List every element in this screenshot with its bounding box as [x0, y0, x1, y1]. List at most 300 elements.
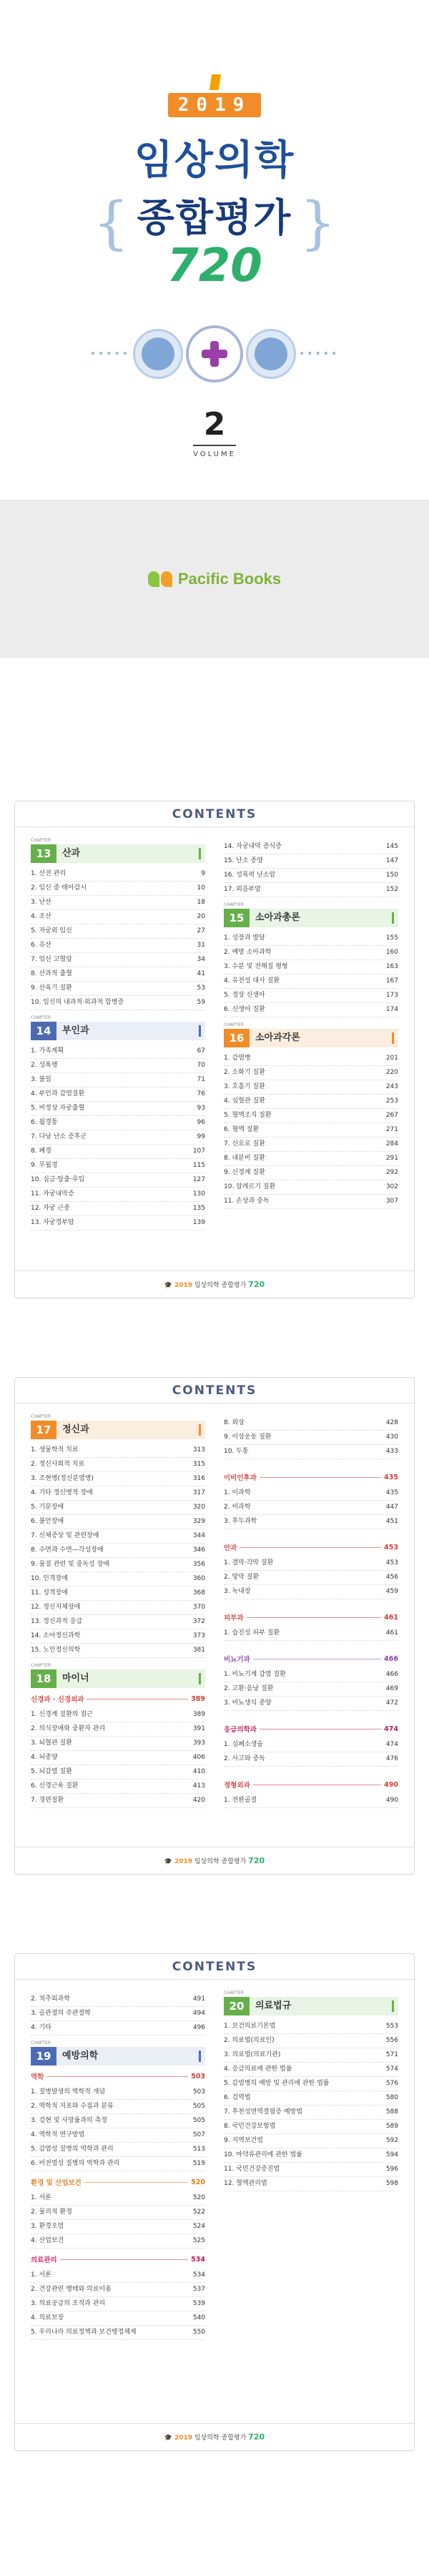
- toc-entry-page: 329: [192, 1518, 205, 1525]
- toc-entry-page: 34: [197, 956, 205, 963]
- cover-year: 2019: [177, 94, 252, 116]
- chapter-number: CHAPTER 16: [224, 1029, 250, 1047]
- toc-entry-page: 456: [385, 1574, 398, 1581]
- toc-entry: [31, 1444, 205, 1458]
- toc-entry: [31, 2283, 205, 2297]
- spacer: [224, 1599, 398, 1607]
- footer-cap-icon: 🎓: [164, 2434, 174, 2442]
- chapter-header: [224, 1029, 398, 1047]
- toc-entry-title: 6. 혈액 질환: [224, 1126, 260, 1133]
- toc-section-title: 비뇨기과: [224, 1656, 250, 1664]
- toc-entry: [224, 1501, 398, 1515]
- toc-entry: [224, 1416, 398, 1431]
- toc-entry-title: 14. 자궁내막 증식증: [224, 843, 282, 850]
- toc-entry: [31, 1737, 205, 1751]
- toc-entry-title: 1. 이과학: [224, 1489, 251, 1496]
- dots-icon: •••••: [89, 348, 130, 360]
- toc-entry: [31, 2086, 205, 2100]
- toc-entry-title: 9. 이상운동 질환: [224, 1433, 272, 1441]
- doctor-photo-icon: [133, 329, 183, 379]
- footer-year: 2019: [174, 2434, 192, 2442]
- contents-page: [14, 1953, 415, 2451]
- contents-page: [14, 1377, 415, 1875]
- toc-entry: [224, 2063, 398, 2077]
- toc-entry-page: 524: [192, 2223, 205, 2230]
- contents-page: [14, 801, 415, 1298]
- toc-section-title: 피부과: [224, 1614, 244, 1622]
- toc-section-header: [31, 2176, 205, 2188]
- chapter-number: CHAPTER 19: [31, 2047, 56, 2066]
- toc-entry: [224, 1627, 398, 1641]
- toc-entry: [31, 1794, 205, 1808]
- toc-entry-title: 2. 성폭행: [31, 1062, 58, 1069]
- toc-entry-page: 490: [385, 1797, 398, 1804]
- toc-entry-title: 2. 소화기 질환: [224, 1069, 265, 1076]
- toc-entry-title: 2. 의식장애와 중환자 관리: [31, 1725, 106, 1732]
- toc-entry: [224, 2120, 398, 2134]
- toc-entry: [31, 1188, 205, 1202]
- toc-section-rule: [46, 2076, 188, 2077]
- toc-entry: [31, 967, 205, 982]
- toc-entry-page: 534: [192, 2271, 205, 2279]
- toc-entry: [31, 1102, 205, 1116]
- spacer: [0, 658, 429, 801]
- footer-text: 임상의학 종합평가: [194, 1858, 247, 1865]
- toc-entry-title: 1. 보건의료기본법: [224, 2023, 276, 2030]
- toc-entry: [224, 1123, 398, 1138]
- toc-entry-page: 372: [192, 1618, 205, 1625]
- toc-entry-page: 370: [192, 1604, 205, 1611]
- toc-entry-title: 6. 검역법: [224, 2094, 251, 2101]
- toc-entry-page: 406: [192, 1754, 205, 1761]
- toc-entry-title: 3. 후두과학: [224, 1518, 257, 1525]
- spacer: [14, 2451, 415, 2558]
- toc-entry-title: 5. 비정상 자궁출혈: [31, 1105, 85, 1112]
- publisher-band: [0, 500, 429, 658]
- toc-entry: [224, 1066, 398, 1080]
- toc-entry-page: 410: [192, 1768, 205, 1775]
- toc-entry-title: 12. 혈액관리법: [224, 2180, 267, 2187]
- toc-entry-title: 9. 무월경: [31, 1162, 58, 1169]
- toc-section-rule: [240, 1547, 381, 1548]
- toc-entry-title: 13. 자궁경부암: [31, 1219, 74, 1226]
- toc-entry-title: 8. 폐경: [31, 1148, 51, 1155]
- dots-icon: •••••: [299, 348, 340, 360]
- toc-entry-page: 550: [192, 2329, 205, 2336]
- toc-entry-page: 135: [192, 1205, 205, 1212]
- toc-entry-page: 594: [385, 2151, 398, 2158]
- toc-entry-title: 2. 물리적 환경: [31, 2209, 72, 2216]
- toc-entry-page: 596: [385, 2166, 398, 2173]
- toc-entry: [224, 2106, 398, 2120]
- toc-entry: [31, 1544, 205, 1558]
- toc-entry: [31, 2297, 205, 2311]
- chapter-header: [31, 2047, 205, 2066]
- toc-entry-title: 4. 부인과 감염질환: [31, 1090, 85, 1097]
- toc-entry-page: 525: [192, 2237, 205, 2244]
- toc-entry-page: 576: [385, 2080, 398, 2087]
- toc-entry-page: 107: [192, 1148, 205, 1155]
- toc-entry-title: 1. 전완골절: [224, 1797, 257, 1804]
- toc-entry-page: 592: [385, 2137, 398, 2144]
- toc-entry: [31, 1515, 205, 1529]
- toc-entry-page: 27: [197, 927, 205, 934]
- toc-entry: [224, 2020, 398, 2034]
- toc-section-title: 신경과 · 신경외과: [31, 1696, 84, 1704]
- toc-entry: [31, 953, 205, 967]
- spacer: [31, 1658, 205, 1665]
- toc-entry: [31, 1708, 205, 1722]
- toc-entry: [224, 1195, 398, 1209]
- chapter-title: 정신과: [62, 1424, 89, 1435]
- toc-section-header: [31, 1692, 205, 1705]
- toc-section-title: 이비인후과: [224, 1474, 257, 1482]
- toc-entry: [224, 1486, 398, 1501]
- toc-entry: [31, 1644, 205, 1658]
- toc-entry-title: 3. 뇌혈관 질환: [31, 1739, 72, 1747]
- toc-entry: [224, 1445, 398, 1459]
- toc-entry: [31, 1572, 205, 1586]
- volume-label: VOLUME: [193, 450, 236, 458]
- toc-entry: [224, 1431, 398, 1445]
- contents-pages: [0, 801, 429, 2558]
- toc-entry-page: 522: [192, 2209, 205, 2216]
- toc-entry: [224, 883, 398, 897]
- chapter-header: [31, 844, 205, 863]
- cover-title-line3: 720: [167, 240, 262, 292]
- chapter-title: 부인과: [62, 1025, 89, 1036]
- toc-entry: [31, 1145, 205, 1159]
- toc-entry-page: 67: [197, 1047, 205, 1055]
- chapter-number: CHAPTER 17: [31, 1421, 56, 1439]
- toc-entry-title: 4. 심혈관 질환: [224, 1097, 265, 1105]
- toc-entry-title: 12. 정신지체장애: [31, 1604, 81, 1611]
- footer-year: 2019: [174, 1282, 192, 1289]
- chapter-header: [31, 1022, 205, 1040]
- toc-entry: [31, 882, 205, 896]
- spacer: [224, 897, 398, 904]
- toc-entry-page: 59: [197, 999, 205, 1006]
- chapter-number: CHAPTER 20: [224, 1997, 250, 2015]
- toc-entry-page: 513: [192, 2146, 205, 2153]
- toc-entry: [224, 1138, 398, 1152]
- toc-entry-page: 167: [385, 977, 398, 984]
- toc-entry-title: 10. 마약류관리에 관한 법률: [224, 2151, 302, 2158]
- toc-entry-page: 373: [192, 1632, 205, 1639]
- toc-entry: [224, 1668, 398, 1682]
- toc-entry: [31, 2021, 205, 2035]
- toc-entry-page: 139: [192, 1219, 205, 1226]
- toc-entry: [31, 2220, 205, 2234]
- toc-section-title: 정형외과: [224, 1782, 250, 1790]
- toc-entry: [224, 1080, 398, 1095]
- toc-entry: [224, 2034, 398, 2048]
- chapter-title: 소아과총론: [255, 912, 300, 923]
- toc-entry-page: 491: [192, 1995, 205, 2003]
- spacer: [224, 1209, 398, 1216]
- toc-entry: [31, 1045, 205, 1059]
- toc-section-rule: [84, 2182, 188, 2183]
- toc-entry: [31, 1087, 205, 1102]
- toc-entry-page: 381: [192, 1647, 205, 1654]
- toc-entry-page: 451: [385, 1518, 398, 1525]
- toc-entry-page: 368: [192, 1589, 205, 1597]
- toc-entry: [31, 1586, 205, 1601]
- toc-entry-page: 556: [385, 2037, 398, 2044]
- right-brace-icon: }: [300, 189, 336, 256]
- toc-section-title: 의료관리: [31, 2256, 57, 2264]
- toc-entry-page: 253: [385, 1097, 398, 1105]
- toc-entry: [31, 982, 205, 996]
- page-footer: [15, 2423, 414, 2450]
- toc-entry-page: 505: [192, 2103, 205, 2110]
- toc-entry-title: 1. 생물학적 치료: [31, 1446, 79, 1454]
- toc-entry: [224, 2163, 398, 2177]
- toc-section-page: 461: [384, 1613, 398, 1622]
- toc-entry: [224, 2148, 398, 2163]
- toc-entry-page: 70: [197, 1062, 205, 1069]
- footer-num: 720: [248, 1280, 265, 1289]
- toc-entry-title: 10. 심금·탈출·루입: [31, 1176, 85, 1183]
- toc-entry-title: 2. 고환·음낭 질환: [224, 1685, 274, 1692]
- cover-title-line2: 종합평가: [137, 195, 292, 240]
- toc-entry-title: 8. 산과적 출혈: [31, 970, 72, 977]
- left-brace-icon: {: [93, 189, 129, 256]
- toc-entry-title: 6. 불안장애: [31, 1518, 64, 1525]
- toc-entry: [31, 910, 205, 924]
- toc-entry-title: 4. 역학적 연구방법: [31, 2131, 85, 2138]
- toc-entry-page: 18: [197, 899, 205, 906]
- toc-entry-title: 10. 인격장애: [31, 1575, 68, 1582]
- toc-entry-page: 291: [385, 1155, 398, 1162]
- toc-entry: [31, 924, 205, 939]
- toc-entry: [224, 1571, 398, 1585]
- toc-entry: [31, 1116, 205, 1130]
- spacer: [31, 2035, 205, 2043]
- toc-entry-title: 3. 녹내장: [224, 1588, 251, 1595]
- toc-entry: [31, 2234, 205, 2249]
- toc-entry-title: 1. 산전 관리: [31, 870, 66, 877]
- spacer: [31, 1808, 205, 1815]
- toc-entry-page: 503: [192, 2088, 205, 2096]
- toc-entry: [224, 1003, 398, 1017]
- toc-entry-page: 315: [192, 1461, 205, 1468]
- toc-entry-title: 15. 난소 종양: [224, 857, 263, 864]
- toc-entry: [224, 1109, 398, 1123]
- chapter-title: 예방의학: [62, 2051, 99, 2061]
- volume-number: 2: [203, 406, 226, 443]
- toc-entry-title: 8. 외상: [224, 1419, 245, 1426]
- toc-entry-page: 201: [385, 1055, 398, 1062]
- toc-entry: [31, 2007, 205, 2021]
- chapter-title: 소아과각론: [255, 1032, 300, 1043]
- chapter-number: CHAPTER 15: [224, 909, 250, 927]
- toc-entry-page: 267: [385, 1112, 398, 1119]
- toc-entry: [224, 1052, 398, 1066]
- toc-entry: [31, 1159, 205, 1173]
- toc-entry-page: 346: [192, 1546, 205, 1554]
- toc-entry: [31, 2114, 205, 2128]
- toc-entry-page: 589: [385, 2123, 398, 2130]
- toc-entry-page: 115: [192, 1162, 205, 1169]
- toc-entry-title: 7. 경련질환: [31, 1797, 64, 1804]
- contents-columns: [15, 827, 414, 1270]
- toc-entry: [31, 1780, 205, 1794]
- toc-entry-page: 292: [385, 1169, 398, 1176]
- publisher-name: Pacific Books: [177, 570, 282, 588]
- footer-cap-icon: 🎓: [164, 1858, 174, 1865]
- spacer: [31, 1010, 205, 1017]
- toc-entry: [31, 1073, 205, 1087]
- toc-entry-page: 155: [385, 934, 398, 942]
- toc-entry-title: 1. 서론: [31, 2194, 51, 2201]
- contents-heading: CONTENTS: [15, 801, 414, 827]
- toc-entry-title: 3. 슬관절의 주관절학: [31, 2010, 91, 2017]
- chapter-marker-icon: [199, 1673, 201, 1684]
- chapter-title: 의료법규: [255, 2000, 292, 2011]
- toc-entry-title: 11. 자궁내막증: [31, 1190, 74, 1198]
- toc-entry-page: 93: [197, 1105, 205, 1112]
- spacer: [224, 1711, 398, 1718]
- toc-entry-page: 147: [385, 857, 398, 864]
- toc-entry: [31, 1216, 205, 1230]
- toc-entry-page: 413: [192, 1782, 205, 1790]
- toc-section-page: 520: [191, 2178, 205, 2186]
- toc-entry-title: 1. 신경계 질환의 접근: [31, 1711, 93, 1718]
- toc-section-page: 466: [384, 1654, 398, 1663]
- toc-entry-title: 2. 비과학: [224, 1504, 251, 1511]
- spacer: [224, 1529, 398, 1536]
- toc-entry: [224, 1515, 398, 1529]
- footer-cap-icon: 🎓: [164, 1282, 174, 1289]
- toc-entry-page: 320: [192, 1504, 205, 1511]
- toc-entry-page: 360: [192, 1575, 205, 1582]
- toc-entry: [224, 854, 398, 869]
- toc-entry: [31, 939, 205, 953]
- toc-section-title: 안과: [224, 1544, 237, 1552]
- toc-entry: [31, 1173, 205, 1188]
- toc-entry-page: 459: [385, 1588, 398, 1595]
- toc-entry: [31, 996, 205, 1010]
- toc-entry-title: 1. 가족계획: [31, 1047, 64, 1055]
- medical-cross-icon: [186, 325, 243, 383]
- toc-entry-title: 7. 다낭 난소 증후군: [31, 1133, 87, 1140]
- toc-entry-title: 6. 비전염성 질병의 역학과 관리: [31, 2160, 120, 2167]
- toc-entry: [31, 2191, 205, 2206]
- toc-entry: [224, 1180, 398, 1195]
- toc-entry-page: 9: [201, 870, 205, 877]
- toc-entry-title: 1. 비뇨기계 감염 질환: [224, 1671, 286, 1678]
- contents-left-column: [31, 1993, 205, 2416]
- volume-divider: [193, 445, 236, 446]
- toc-entry: [224, 1697, 398, 1711]
- toc-entry-page: 435: [385, 1489, 398, 1496]
- toc-entry-title: 2. 의료법(의료인): [224, 2037, 275, 2044]
- toc-entry-title: 2. 임신 중 태아감시: [31, 884, 87, 892]
- contents-left-column: [31, 840, 205, 1263]
- toc-entry-page: 76: [197, 1090, 205, 1097]
- toc-entry-page: 588: [385, 2108, 398, 2116]
- toc-entry-title: 5. 혈액조직 질환: [224, 1112, 272, 1119]
- contents-right-column: [224, 840, 398, 1263]
- toc-entry-page: 96: [197, 1119, 205, 1126]
- spacer: [224, 1641, 398, 1648]
- toc-entry: [31, 2128, 205, 2143]
- toc-entry-page: 476: [385, 1755, 398, 1762]
- toc-entry: [224, 1752, 398, 1767]
- toc-section-header: [224, 1471, 398, 1484]
- toc-entry-title: 10. 두통: [224, 1448, 249, 1455]
- spacer: [31, 2340, 205, 2347]
- toc-entry: [224, 1738, 398, 1752]
- toc-entry-page: 494: [192, 2010, 205, 2017]
- toc-entry: [224, 946, 398, 960]
- toc-entry-title: 9. 물질 관련 및 중독성 장애: [31, 1561, 109, 1568]
- toc-entry: [31, 1993, 205, 2007]
- chapter-header: [224, 1997, 398, 2015]
- toc-entry-page: 99: [197, 1133, 205, 1140]
- toc-entry-title: 3. 비뇨생식 종양: [224, 1699, 272, 1707]
- toc-entry-page: 160: [385, 949, 398, 956]
- page-footer: [15, 1847, 414, 1874]
- toc-entry-title: 3. 의료공급의 조직과 관리: [31, 2300, 106, 2307]
- toc-entry-page: 447: [385, 1504, 398, 1511]
- toc-entry-title: 3. 수분 및 전해질 평형: [224, 963, 288, 970]
- toc-entry-title: 9. 신경계 질환: [224, 1169, 265, 1176]
- toc-entry: [224, 869, 398, 883]
- toc-entry-page: 130: [192, 1190, 205, 1198]
- spacer: [224, 1808, 398, 1815]
- toc-entry-page: 10: [197, 884, 205, 892]
- toc-entry-page: 313: [192, 1446, 205, 1454]
- toc-entry-title: 4. 응급의료에 관한 법률: [224, 2066, 292, 2073]
- chapter-number: CHAPTER 13: [31, 844, 56, 863]
- page-footer: [15, 1270, 414, 1298]
- toc-entry: [31, 1629, 205, 1644]
- toc-entry-page: 461: [385, 1629, 398, 1637]
- footer-text: 임상의학 종합평가: [194, 1282, 247, 1289]
- toc-entry-title: 3. 조현병(정신분열병): [31, 1475, 94, 1482]
- toc-entry-page: 163: [385, 963, 398, 970]
- chapter-header: [31, 1669, 205, 1688]
- toc-entry-title: 3. 난산: [31, 899, 51, 906]
- contents-heading: CONTENTS: [15, 1954, 414, 1980]
- toc-section-header: [224, 1611, 398, 1624]
- toc-entry-page: 539: [192, 2300, 205, 2307]
- toc-entry-page: 520: [192, 2194, 205, 2201]
- cover: [0, 0, 429, 500]
- toc-entry-title: 5. 감염성 질병의 역학과 관리: [31, 2146, 114, 2153]
- toc-entry: [31, 1202, 205, 1216]
- toc-entry: [224, 989, 398, 1003]
- toc-entry-page: 496: [192, 2024, 205, 2031]
- toc-entry: [31, 1751, 205, 1765]
- toc-entry: [224, 1682, 398, 1697]
- footer-num: 720: [248, 2432, 265, 2442]
- spacer: [224, 1017, 398, 1025]
- toc-section-page: 534: [191, 2255, 205, 2264]
- toc-section-rule: [260, 1477, 381, 1478]
- toc-entry-title: 4. 산업보건: [31, 2237, 64, 2244]
- toc-entry: [224, 1794, 398, 1808]
- toc-entry-title: 16. 성폭력 난소암: [224, 872, 276, 879]
- toc-entry-page: 271: [385, 1126, 398, 1133]
- spacer: [224, 2191, 398, 2199]
- toc-entry: [224, 2077, 398, 2091]
- toc-entry-page: 420: [192, 1797, 205, 1804]
- toc-section-page: 389: [191, 1694, 205, 1703]
- toc-entry-title: 12. 자궁 근종: [31, 1205, 70, 1212]
